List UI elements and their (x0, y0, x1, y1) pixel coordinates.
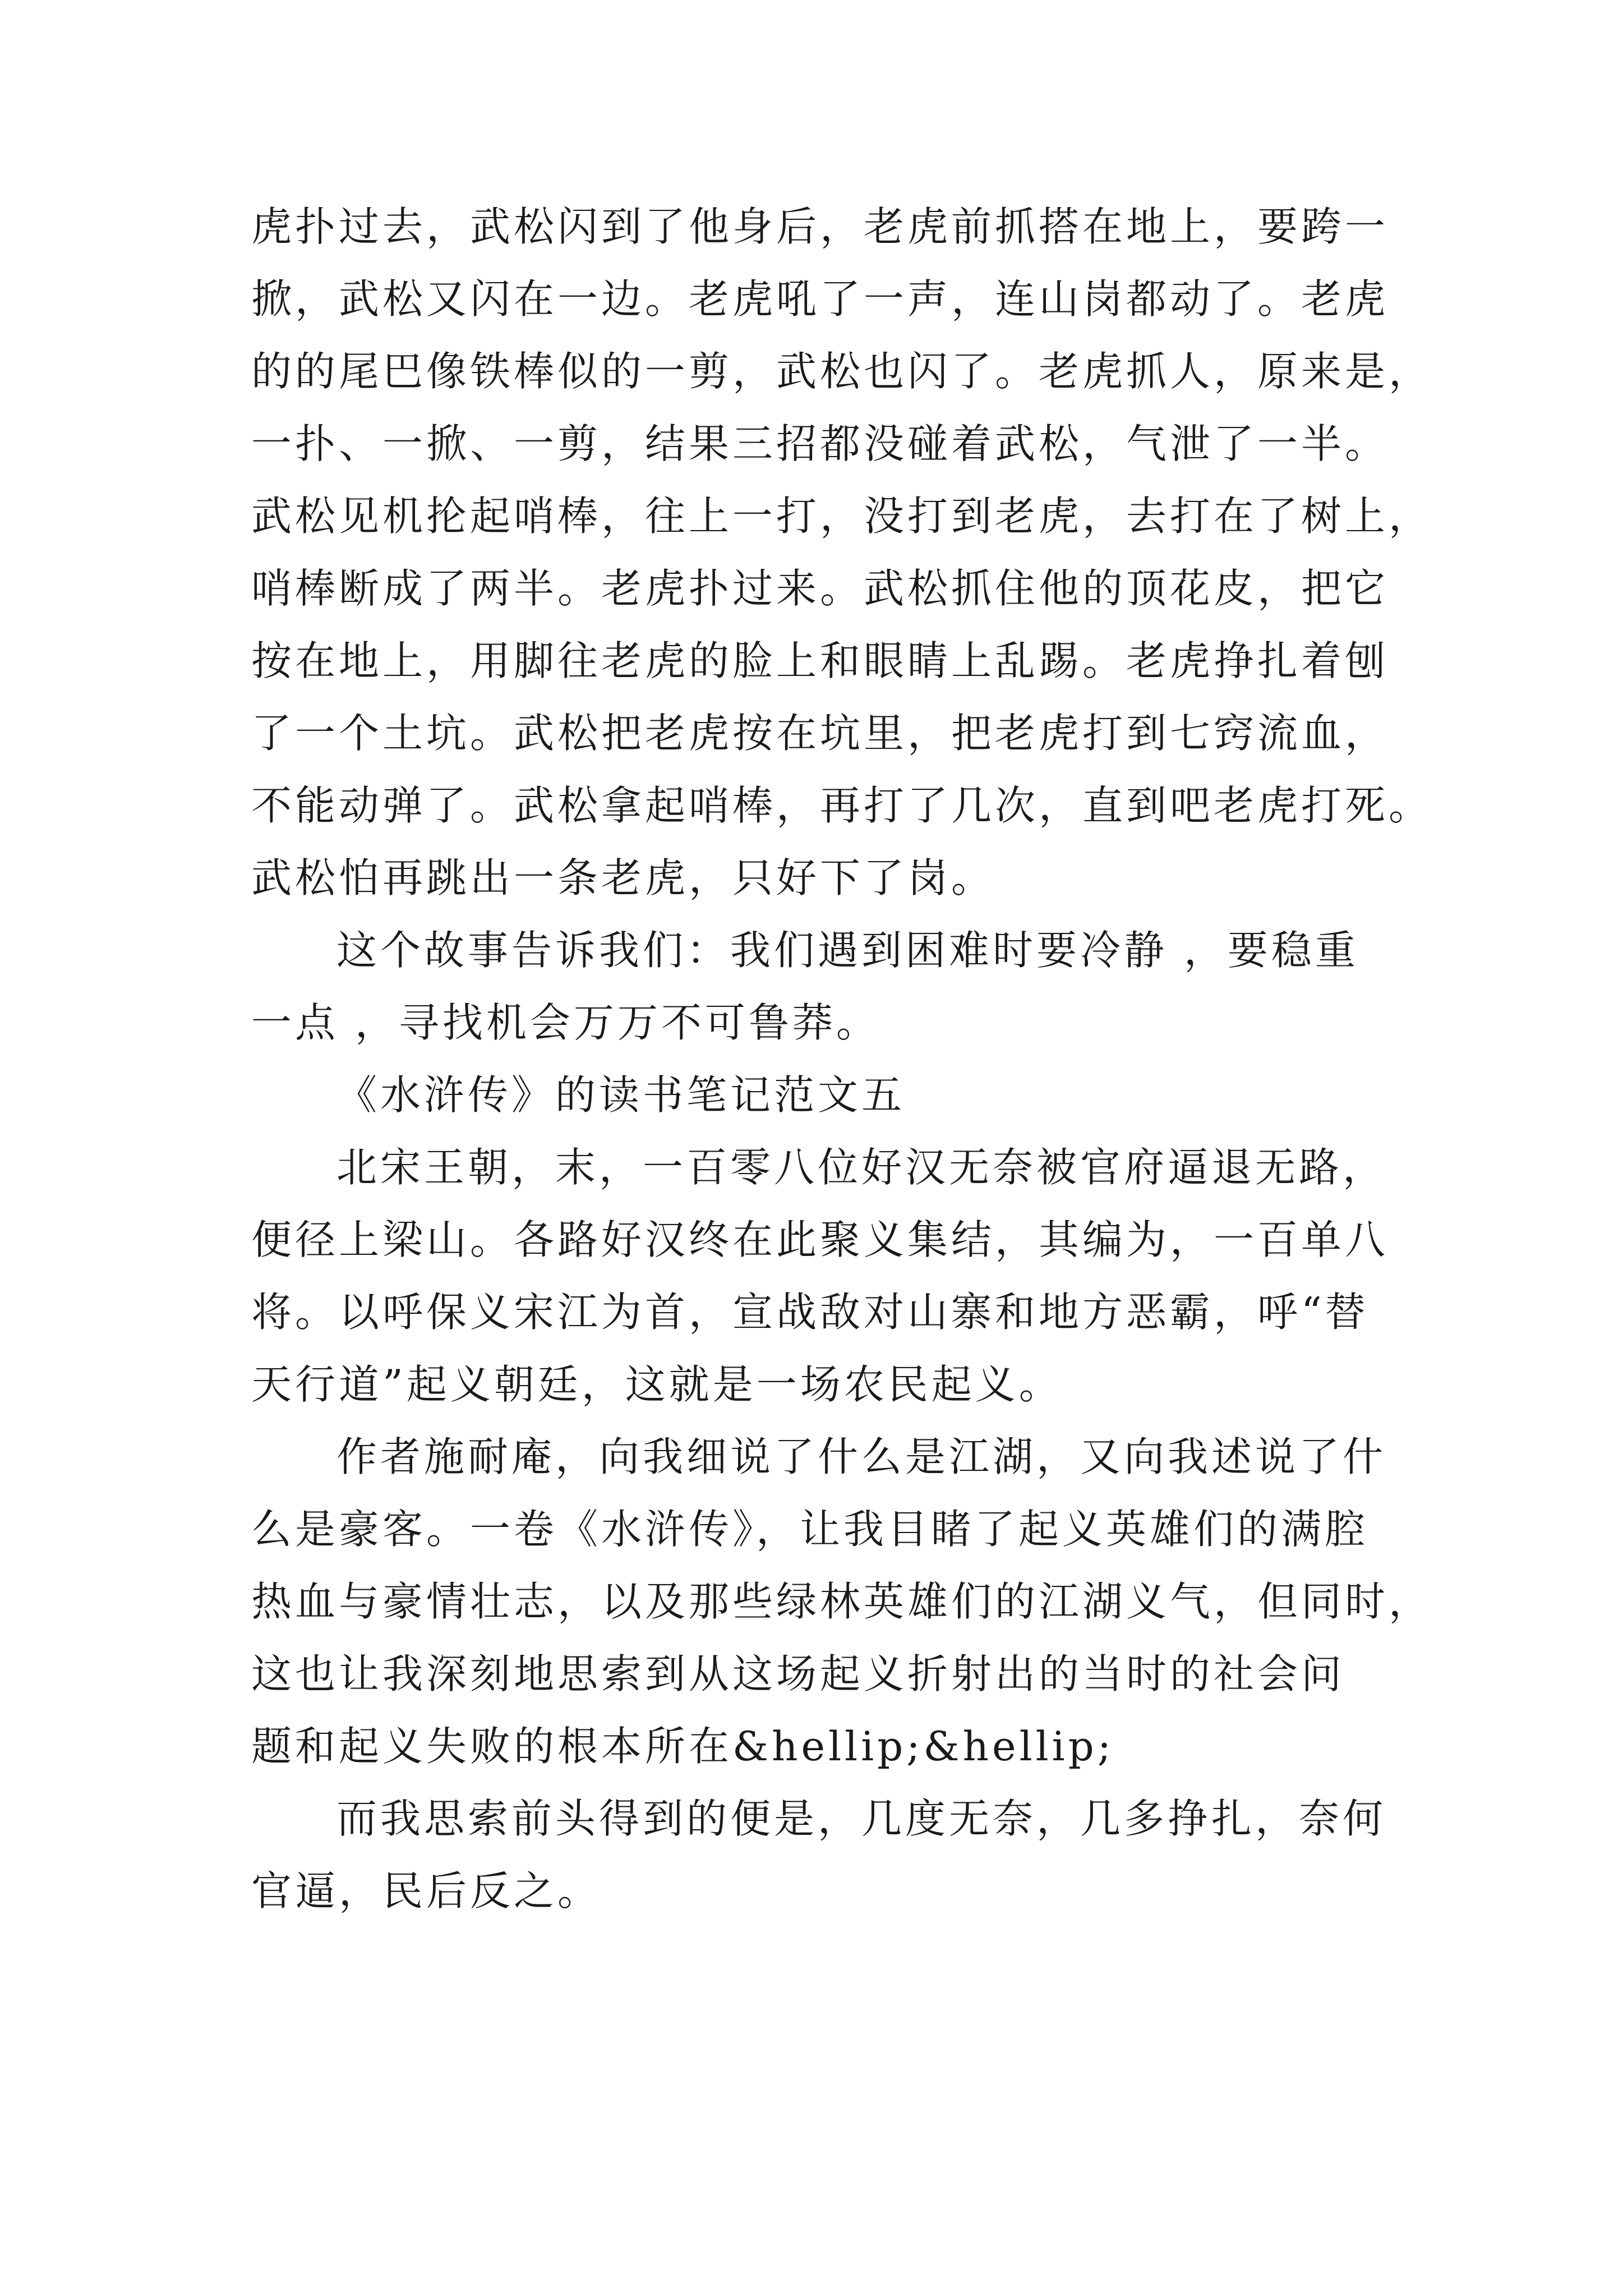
text-line: 掀，武松又闪在一边。老虎吼了一声，连山岗都动了。老虎 (251, 275, 1389, 323)
section-heading: 《水浒传》的读书笔记范文五 (336, 1071, 906, 1119)
text-line: 么是豪客。一卷《水浒传》，让我目睹了起义英雄们的满腔 (251, 1506, 1369, 1553)
text-line: 天行道”起义朝廷，这就是一场农民起义。 (251, 1361, 1063, 1408)
text-line: 一点 ，寻找机会万万不可鲁莽。 (251, 999, 880, 1046)
paragraph-start-line: 作者施耐庵，向我细说了什么是江湖，又向我述说了什 (336, 1433, 1387, 1480)
text-line: 一扑、一掀、一剪，结果三招都没碰着武松，气泄了一半。 (251, 420, 1389, 467)
text-line: 武松见机抡起哨棒，往上一打，没打到老虎，去打在了树上， (251, 493, 1433, 540)
text-line: 的的尾巴像铁棒似的一剪，武松也闪了。老虎抓人，原来是， (251, 348, 1433, 395)
paragraph-start-line: 这个故事告诉我们：我们遇到困难时要冷静 ，要稳重 (336, 927, 1359, 974)
text-line: 武松怕再跳出一条老虎，只好下了岗。 (251, 854, 995, 901)
text-line: 热血与豪情壮志，以及那些绿林英雄们的江湖义气，但同时， (251, 1578, 1433, 1625)
text-line: 哨棒断成了两半。老虎扑过来。武松抓住他的顶花皮，把它 (251, 565, 1389, 612)
document-body (251, 191, 1433, 1927)
text-line: 题和起义失败的根本所在&hellip;&hellip; (251, 1723, 1115, 1770)
text-line: 官逼，民后反之。 (251, 1867, 602, 1915)
text-line: 不能动弹了。武松拿起哨棒，再打了几次，直到吧老虎打死。 (251, 782, 1433, 829)
text-line: 这也让我深刻地思索到从这场起义折射出的当时的社会问 (251, 1650, 1345, 1697)
text-line: 按在地上，用脚往老虎的脸上和眼睛上乱踢。老虎挣扎着刨 (251, 637, 1389, 684)
text-line: 便径上梁山。各路好汉终在此聚义集结，其编为，一百单八 (251, 1216, 1389, 1263)
text-line: 了一个土坑。武松把老虎按在坑里，把老虎打到七窍流血， (251, 710, 1389, 757)
text-line: 将。以呼保义宋江为首，宣战敌对山寨和地方恶霸，呼“替 (251, 1289, 1369, 1336)
paragraph-start-line: 而我思索前头得到的便是，几度无奈，几多挣扎，奈何 (336, 1795, 1387, 1842)
text-line: 虎扑过去，武松闪到了他身后，老虎前抓搭在地上，要跨一 (251, 203, 1389, 250)
paragraph-start-line: 北宋王朝，末，一百零八位好汉无奈被官府逼退无路， (336, 1144, 1387, 1191)
